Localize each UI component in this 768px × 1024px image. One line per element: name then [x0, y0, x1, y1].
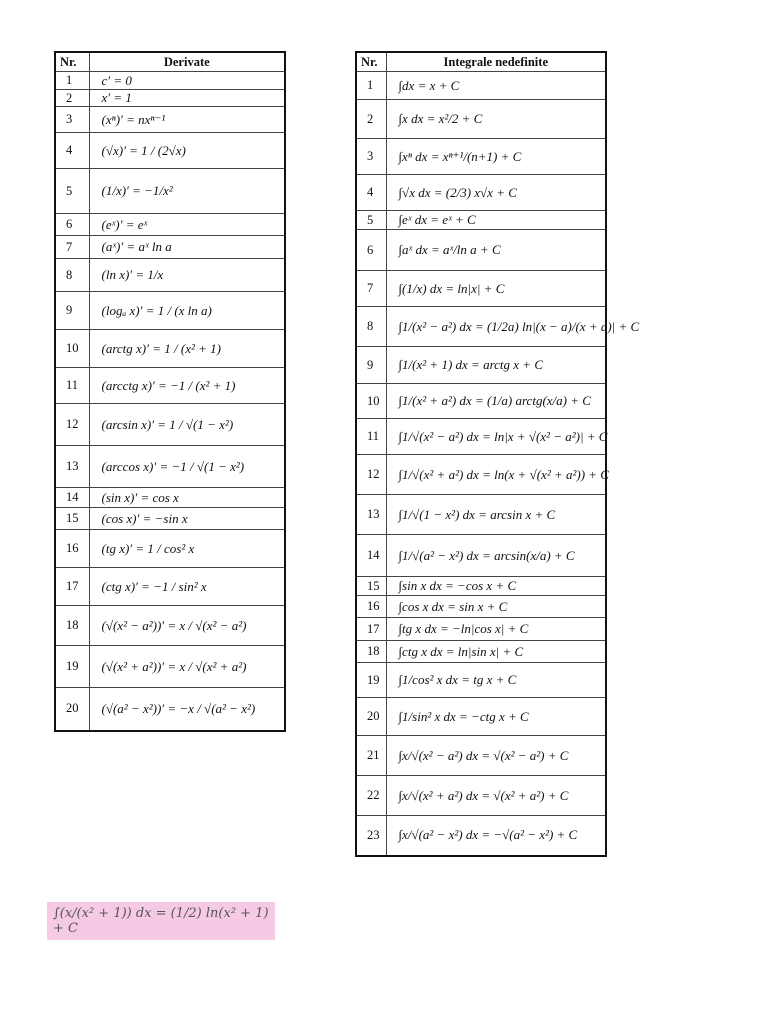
- row-number: 8: [356, 307, 386, 347]
- integrals-row: [356, 618, 606, 641]
- row-number: 14: [55, 488, 89, 508]
- integrals-row: [356, 596, 606, 618]
- derivatives-row: [55, 688, 285, 731]
- derivatives-row: [55, 72, 285, 90]
- row-number: 5: [55, 169, 89, 214]
- formula: (cos x)′ = −sin x: [89, 508, 285, 530]
- row-number: 3: [55, 107, 89, 133]
- row-number: 21: [356, 736, 386, 776]
- formula: ∫eˣ dx = eˣ + C: [386, 211, 606, 230]
- derivatives-table: [54, 51, 286, 732]
- formula: ∫cos x dx = sin x + C: [386, 596, 606, 618]
- row-number: 13: [55, 446, 89, 488]
- formula: ∫1/(x² + a²) dx = (1/a) arctg(x/a) + C: [386, 384, 606, 419]
- formula: ∫tg x dx = −ln|cos x| + C: [386, 618, 606, 641]
- integrals-row: [356, 211, 606, 230]
- derivatives-row: [55, 404, 285, 446]
- row-number: 2: [55, 90, 89, 107]
- integrals-row: [356, 100, 606, 139]
- integrals-row: [356, 139, 606, 175]
- integrals-row: [356, 495, 606, 535]
- row-number: 10: [356, 384, 386, 419]
- derivatives-row: [55, 606, 285, 646]
- derivatives-row: [55, 508, 285, 530]
- row-number: 1: [356, 72, 386, 100]
- derivatives-row: [55, 90, 285, 107]
- formula: (1/x)′ = −1/x²: [89, 169, 285, 214]
- row-number: 11: [356, 419, 386, 455]
- integrals-row: [356, 776, 606, 816]
- formula: ∫ctg x dx = ln|sin x| + C: [386, 641, 606, 663]
- formula: (√(a² − x²))′ = −x / √(a² − x²): [89, 688, 285, 731]
- integrals-title: Integrale nedefinite: [386, 52, 606, 72]
- formula: ∫x/√(x² − a²) dx = √(x² − a²) + C: [386, 736, 606, 776]
- formula: (arcctg x)′ = −1 / (x² + 1): [89, 368, 285, 404]
- row-number: 15: [55, 508, 89, 530]
- nr-header: Nr.: [55, 52, 89, 72]
- row-number: 19: [55, 646, 89, 688]
- integrals-header-row: [356, 52, 606, 72]
- formula: ∫1/(x² + 1) dx = arctg x + C: [386, 347, 606, 384]
- formula: (√x)′ = 1 / (2√x): [89, 133, 285, 169]
- integrals-row: [356, 641, 606, 663]
- formula: (tg x)′ = 1 / cos² x: [89, 530, 285, 568]
- derivatives-row: [55, 368, 285, 404]
- row-number: 4: [356, 175, 386, 211]
- row-number: 16: [356, 596, 386, 618]
- row-number: 17: [55, 568, 89, 606]
- row-number: 7: [55, 236, 89, 259]
- derivatives-title: Derivate: [89, 52, 285, 72]
- integrals-table: [355, 51, 640, 857]
- row-number: 9: [55, 292, 89, 330]
- nr-header: Nr.: [356, 52, 386, 72]
- formula: (xⁿ)′ = nxⁿ⁻¹: [89, 107, 285, 133]
- row-number: 23: [356, 816, 386, 856]
- derivatives-row: [55, 646, 285, 688]
- formula: x′ = 1: [89, 90, 285, 107]
- formula: (√(x² + a²))′ = x / √(x² + a²): [89, 646, 285, 688]
- derivatives-row: [55, 292, 285, 330]
- formula: ∫dx = x + C: [386, 72, 606, 100]
- formula: ∫√x dx = (2/3) x√x + C: [386, 175, 606, 211]
- row-number: 1: [55, 72, 89, 90]
- derivatives-row: [55, 330, 285, 368]
- integrals-row: [356, 698, 606, 736]
- integrals-row: [356, 230, 606, 271]
- formula: (√(x² − a²))′ = x / √(x² − a²): [89, 606, 285, 646]
- formula: (eˣ)′ = eˣ: [89, 214, 285, 236]
- integrals-row: [356, 816, 606, 856]
- formula: ∫1/(x² − a²) dx = (1/2a) ln|(x − a)/(x + a)| + C: [386, 307, 606, 347]
- integrals-row: [356, 663, 606, 698]
- row-number: 11: [55, 368, 89, 404]
- formula: ∫x/√(x² + a²) dx = √(x² + a²) + C: [386, 776, 606, 816]
- row-number: 12: [55, 404, 89, 446]
- row-number: 20: [55, 688, 89, 731]
- row-number: 14: [356, 535, 386, 577]
- formula: (logₐ x)′ = 1 / (x ln a): [89, 292, 285, 330]
- row-number: 22: [356, 776, 386, 816]
- row-number: 20: [356, 698, 386, 736]
- derivatives-row: [55, 488, 285, 508]
- row-number: 10: [55, 330, 89, 368]
- formula: (ctg x)′ = −1 / sin² x: [89, 568, 285, 606]
- integrals-row: [356, 455, 606, 495]
- row-number: 3: [356, 139, 386, 175]
- formula: (arctg x)′ = 1 / (x² + 1): [89, 330, 285, 368]
- derivatives-row: [55, 236, 285, 259]
- integrals-row: [356, 271, 606, 307]
- integrals-row: [356, 384, 606, 419]
- row-number: 7: [356, 271, 386, 307]
- row-number: 16: [55, 530, 89, 568]
- row-number: 12: [356, 455, 386, 495]
- row-number: 17: [356, 618, 386, 641]
- derivatives-row: [55, 169, 285, 214]
- row-number: 18: [356, 641, 386, 663]
- row-number: 13: [356, 495, 386, 535]
- formula: ∫1/cos² x dx = tg x + C: [386, 663, 606, 698]
- formula: ∫x dx = x²/2 + C: [386, 100, 606, 139]
- formula: ∫xⁿ dx = xⁿ⁺¹/(n+1) + C: [386, 139, 606, 175]
- formula: ∫(1/x) dx = ln|x| + C: [386, 271, 606, 307]
- derivatives-row: [55, 133, 285, 169]
- derivatives-header-row: [55, 52, 285, 72]
- row-number: 4: [55, 133, 89, 169]
- row-number: 5: [356, 211, 386, 230]
- derivatives-row: [55, 568, 285, 606]
- integrals-row: [356, 535, 606, 577]
- derivatives-row: [55, 214, 285, 236]
- integrals-row: [356, 307, 606, 347]
- formula: (aˣ)′ = aˣ ln a: [89, 236, 285, 259]
- integrals-row: [356, 72, 606, 100]
- formula: ∫1/√(1 − x²) dx = arcsin x + C: [386, 495, 606, 535]
- formula: ∫sin x dx = −cos x + C: [386, 577, 606, 596]
- formula: ∫1/√(a² − x²) dx = arcsin(x/a) + C: [386, 535, 606, 577]
- integrals-row: [356, 577, 606, 596]
- row-number: 2: [356, 100, 386, 139]
- integrals-row: [356, 175, 606, 211]
- integrals-row: [356, 736, 606, 776]
- formula: (ln x)′ = 1/x: [89, 259, 285, 292]
- row-number: 8: [55, 259, 89, 292]
- row-number: 6: [55, 214, 89, 236]
- integrals-row: [356, 347, 606, 384]
- row-number: 6: [356, 230, 386, 271]
- derivatives-row: [55, 107, 285, 133]
- row-number: 18: [55, 606, 89, 646]
- formula: ∫aˣ dx = aˣ/ln a + C: [386, 230, 606, 271]
- formula: ∫x/√(a² − x²) dx = −√(a² − x²) + C: [386, 816, 606, 856]
- row-number: 15: [356, 577, 386, 596]
- formula: ∫1/√(x² + a²) dx = ln(x + √(x² + a²)) + C: [386, 455, 606, 495]
- formula: ∫1/√(x² − a²) dx = ln|x + √(x² − a²)| + C: [386, 419, 606, 455]
- formula: c′ = 0: [89, 72, 285, 90]
- highlighted-formula: ∫(x/(x² + 1)) dx = (1/2) ln(x² + 1) + C: [47, 902, 275, 940]
- formula: (arcsin x)′ = 1 / √(1 − x²): [89, 404, 285, 446]
- derivatives-row: [55, 530, 285, 568]
- derivatives-row: [55, 446, 285, 488]
- row-number: 9: [356, 347, 386, 384]
- formula: (arccos x)′ = −1 / √(1 − x²): [89, 446, 285, 488]
- derivatives-row: [55, 259, 285, 292]
- row-number: 19: [356, 663, 386, 698]
- integrals-row: [356, 419, 606, 455]
- formula: ∫1/sin² x dx = −ctg x + C: [386, 698, 606, 736]
- formula: (sin x)′ = cos x: [89, 488, 285, 508]
